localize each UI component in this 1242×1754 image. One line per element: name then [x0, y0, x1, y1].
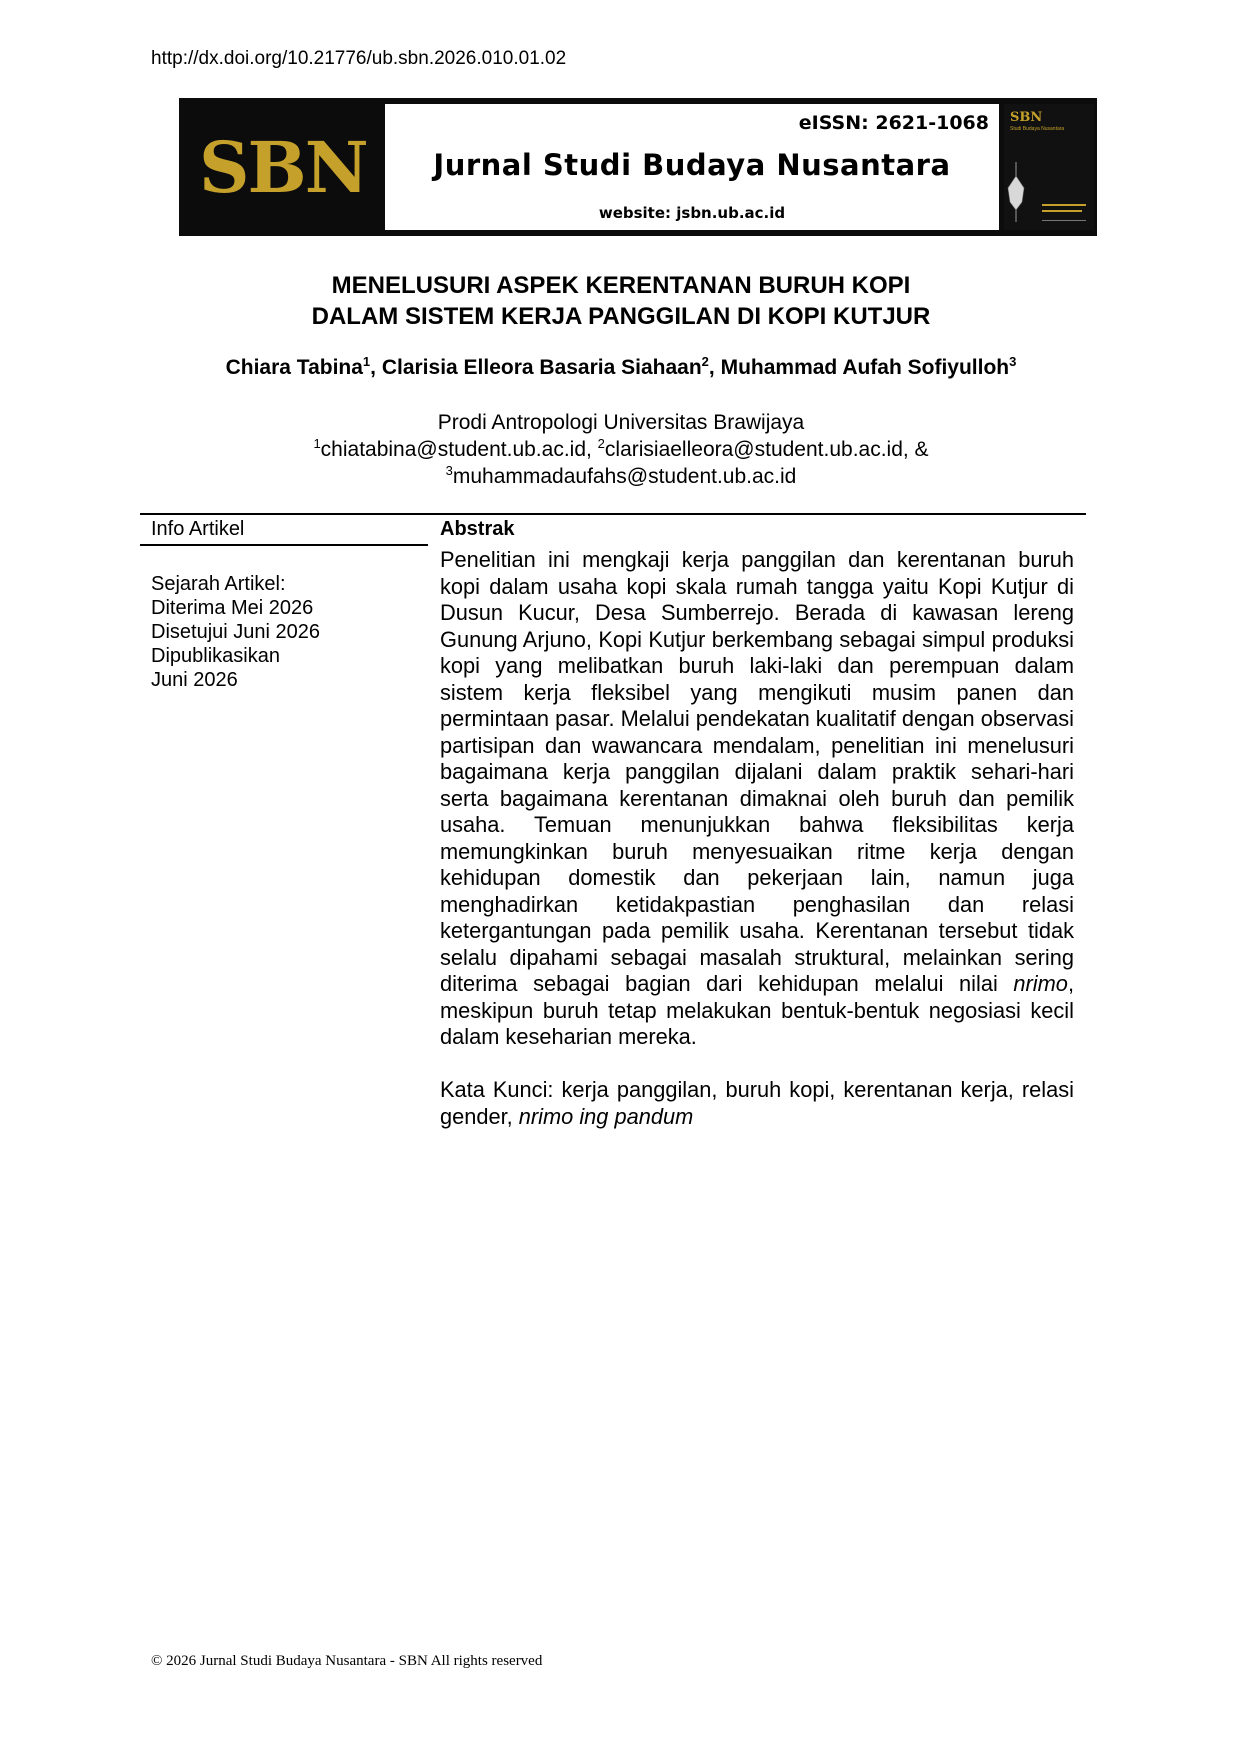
journal-title: Jurnal Studi Budaya Nusantara [433, 148, 951, 182]
abstract-heading: Abstrak [440, 518, 515, 540]
author-list [0, 356, 1242, 380]
keywords-text: Kata Kunci: kerja panggilan, buruh kopi, kerentanan kerja, relasi gender, [440, 1077, 1074, 1129]
journal-website: website: jsbn.ub.ac.id [598, 204, 786, 222]
author-affil-sup: 1 [362, 354, 371, 369]
info-divider [140, 544, 428, 546]
history-accepted: Disetujui Juni 2026 [151, 621, 320, 643]
author-email[interactable]: chiatabina@student.ub.ac.id, [320, 438, 598, 461]
abstract-body [440, 547, 1074, 1051]
abstract-text: Penelitian ini mengkaji kerja panggilan dan kerentanan buruh kopi dalam usaha kopi skala rumah tangga yaitu Kopi Kutjur di Dusun Kucur, Desa Sumberrejo. Berada di kawasan lereng Gunung Arjuno, Kopi Kutjur berkembang sebagai simpul produksi kopi yang melibatkan buruh laki-laki dan perempuan dalam sistem kerja fleksibel yang mengikuti musim panen dan permintaan pasar. Melalui pendekatan kualitatif dengan observasi partisipan dan wawancara mendalam, penelitian ini menelusuri bagaimana kerja panggilan dijalani dalam praktik sehari-hari serta bagaimana kerentanan dimaknai oleh buruh dan pemilik usaha. Temuan menunjukkan bahwa fleksibilitas kerja memungkinkan buruh menyesuaikan ritme kerja dengan kehidupan domestik dan pekerjaan lain, namun juga menghadirkan ketidakpastian penghasilan dan relasi ketergantungan pada pemilik usaha. Kerentanan tersebut tidak selalu dipahami sebagai masalah struktural, melainkan sering diterima sebagai bagian dari kehidupan melalui nilai [440, 547, 1074, 996]
author-email[interactable]: clarisiaelleora@student.ub.ac.id, & [604, 438, 929, 461]
copyright-footer: © 2026 Jurnal Studi Budaya Nusantara - SBN All rights reserved [151, 1653, 543, 1669]
wayang-icon [1004, 104, 1094, 230]
eissn-label: eISSN: 2621-1068 [798, 112, 989, 134]
author-affil-sup: 3 [1009, 354, 1017, 369]
abstract-italic-term: nrimo [1013, 971, 1068, 996]
email-sup: 3 [445, 463, 453, 478]
journal-logo: SBN [199, 126, 367, 209]
article-title [0, 270, 1242, 332]
keywords [440, 1077, 1074, 1130]
author-separator: , [370, 356, 382, 379]
author-affil-sup: 2 [701, 354, 709, 369]
author-name: Clarisia Elleora Basaria Siahaan [381, 356, 702, 379]
affiliation-block [0, 409, 1242, 490]
email-line-2 [0, 463, 1242, 490]
abstract-text-end: , meskipun buruh tetap melakukan bentuk-bentuk negosiasi kecil dalam keseharian mereka. [440, 971, 1074, 1049]
article-history [151, 572, 421, 692]
journal-cover-thumbnail [1004, 104, 1094, 230]
history-label: Sejarah Artikel: [151, 573, 286, 595]
author-separator: , [708, 356, 721, 379]
history-published-label: Dipublikasikan [151, 645, 280, 667]
info-artikel-heading: Info Artikel [151, 518, 245, 540]
history-received: Diterima Mei 2026 [151, 597, 314, 619]
doi-link[interactable]: http://dx.doi.org/10.21776/ub.sbn.2026.010.01.02 [151, 48, 567, 69]
author-name: Chiara Tabina [225, 356, 363, 379]
email-line-1 [0, 436, 1242, 463]
cover-subtitle: Studi Budaya Nusantara [1010, 126, 1065, 132]
article-title-line-2: DALAM SISTEM KERJA PANGGILAN DI KOPI KUTJUR [311, 303, 931, 330]
article-title-line-1: MENELUSURI ASPEK KERENTANAN BURUH KOPI [331, 272, 911, 299]
author-email[interactable]: muhammadaufahs@student.ub.ac.id [452, 465, 797, 488]
affiliation: Prodi Antropologi Universitas Brawijaya [437, 411, 805, 434]
journal-banner [179, 98, 1097, 236]
cover-title: SBN [1010, 110, 1043, 125]
author-name: Muhammad Aufah Sofiyulloh [720, 356, 1010, 379]
history-published-date: Juni 2026 [151, 669, 238, 691]
email-sup: 2 [597, 436, 605, 451]
keywords-italic-term: nrimo ing pandum [518, 1103, 694, 1129]
email-sup: 1 [313, 436, 321, 451]
banner-title-panel [385, 104, 999, 230]
section-divider [140, 513, 1086, 515]
